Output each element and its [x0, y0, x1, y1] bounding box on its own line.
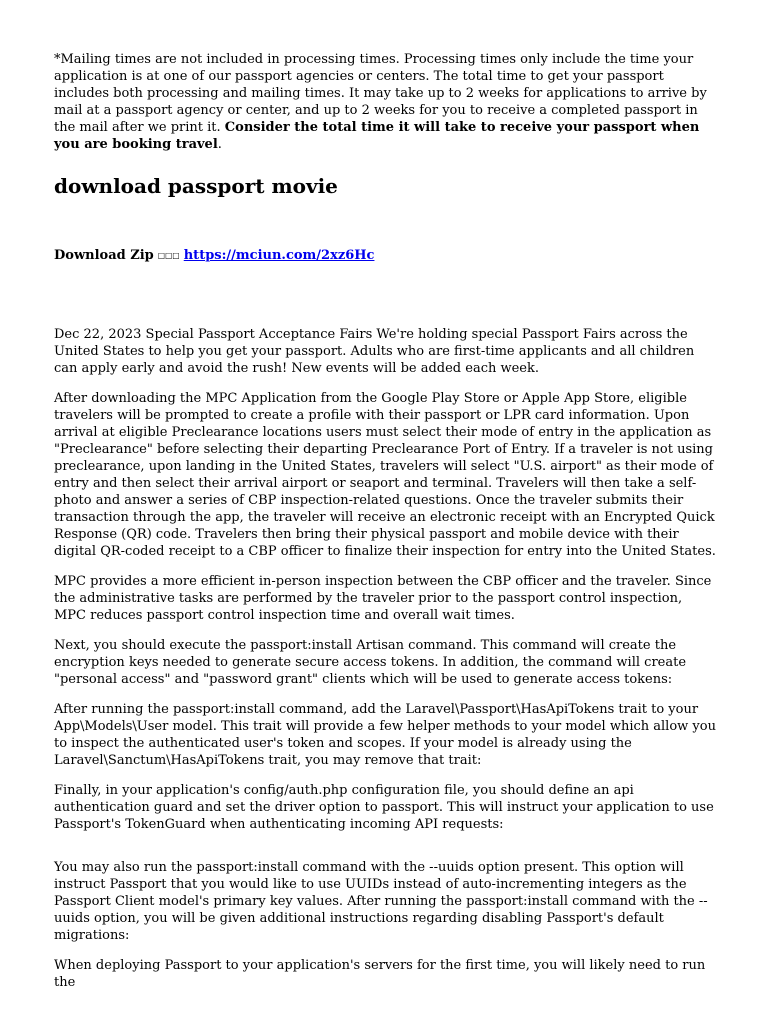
- download-link[interactable]: https://mciun.com/2xz6Hc: [183, 248, 375, 263]
- paragraph-uuids-option: You may also run the passport:install command with the --uuids option present. This option will instruct Passport that you would like to use UUIDs instead of auto-incrementing integers as the Passport Client model's primary key values. After running the passport:install command with the --uuids option, you will be given additional instructions regarding disabling Passport's default migrations:: [54, 860, 708, 943]
- download-line: [54, 247, 716, 264]
- mailing-note-emphasis: Consider the total time it will take to receive your passport when you are booking travel: [54, 120, 700, 152]
- mailing-note-text: *Mailing times are not included in processing times. Processing times only include the time your application is at one of our passport agencies or centers. The total time to get your passport includes both processing and mailing times. It may take up to 2 weeks for applications to arrive by mail at a passport agency or center, and up to 2 weeks for you to receive a completed passport in the mail after we print it.: [54, 52, 707, 135]
- mailing-times-note: [54, 51, 716, 153]
- paragraph-acceptance-fairs: Dec 22, 2023 Special Passport Acceptance Fairs We're holding special Passport Fairs across the United States to help you get your passport. Adults who are first-time applicants and all children can apply early and avoid the rush! New events will be added each week.: [54, 327, 695, 376]
- paragraph-auth-config: Finally, in your application's config/auth.php configuration file, you should define an api authentication guard and set the driver option to passport. This will instruct your application to use Passport's TokenGuard when authenticating incoming API requests:: [54, 783, 714, 832]
- paragraph-mpc-application: After downloading the MPC Application from the Google Play Store or Apple App Store, eligible travelers will be prompted to create a profile with their passport or LPR card information. Upon arrival at eligible Preclearance locations users must select their mode of entry in the application as "Preclearance" before selecting their departing Preclearance Port of Entry. If a traveler is not using preclearance, upon landing in the United States, travelers will select "U.S. airport" as their mode of entry and then select their arrival airport or seaport and terminal. Travelers will then take a self-photo and answer a series of CBP inspection-related questions. Once the traveler submits their transaction through the app, the traveler will receive an electronic receipt with an Encrypted Quick Response (QR) code. Travelers then bring their physical passport and mobile device with their digital QR-coded receipt to a CBP officer to finalize their inspection for entry into the United States.: [54, 391, 716, 559]
- paragraph-mpc-efficiency: MPC provides a more efficient in-person inspection between the CBP officer and the traveler. Since the administrative tasks are performed by the traveler prior to the passport control inspection, MPC reduces passport control inspection time and overall wait times.: [54, 574, 712, 623]
- paragraph-hasapitokens: After running the passport:install command, add the Laravel\Passport\HasApiTokens trait to your App\Models\User model. This trait will provide a few helper methods to your model which allow you to inspect the authenticated user's token and scopes. If your model is already using the Laravel\Sanctum\HasApiTokens trait, you may remove that trait:: [54, 702, 716, 768]
- download-label: Download Zip: [54, 248, 154, 263]
- page-title: download passport movie: [54, 174, 338, 198]
- paragraph-passport-install: Next, you should execute the passport:install Artisan command. This command will create the encryption keys needed to generate secure access tokens. In addition, the command will create "personal access" and "password grant" clients which will be used to generate access tokens:: [54, 638, 687, 687]
- arrows-icon: ☐☐☐: [157, 248, 180, 262]
- paragraph-deploying: When deploying Passport to your application's servers for the first time, you will likely need to run the: [54, 958, 706, 990]
- mailing-note-period: .: [217, 137, 222, 152]
